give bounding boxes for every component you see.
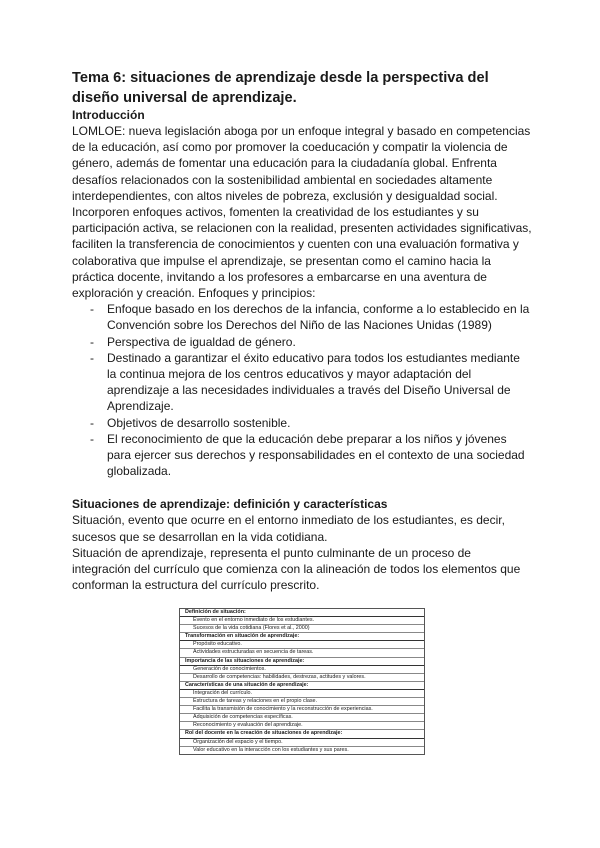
list-item [72, 301, 532, 333]
table-row: Estructura de tareas y relaciones en el propio clase. [180, 698, 424, 706]
table-section-heading: Características de una situación de aprendizaje: [180, 682, 424, 690]
table-row: Facilita la transmisión de conocimiento y la reconstrucción de experiencias. [180, 706, 424, 714]
table-section-heading: Importancia de las situaciones de aprendizaje: [180, 658, 424, 666]
list-item [72, 350, 532, 415]
table-row: Evento en el entorno inmediato de los estudiantes. [180, 617, 424, 625]
list-item-text: Perspectiva de igualdad de género. [107, 334, 296, 349]
list-item-text: Objetivos de desarrollo sostenible. [107, 415, 291, 430]
bullet-dash: - [90, 431, 94, 446]
list-item-text: El reconocimiento de que la educación debe preparar a los niños y jóvenes para ejercer sus derechos y responsabilidades en el contexto de una sociedad globalizada. [107, 431, 525, 479]
table-row: Integración del currículo. [180, 690, 424, 698]
list-item-text: Enfoque basado en los derechos de la infancia, conforme a lo establecido en la Convención sobre los Derechos del Niño de las Naciones Unidas (1989) [107, 302, 530, 333]
table-section-heading: Rol del docente en la creación de situaciones de aprendizaje: [180, 730, 424, 738]
bullet-dash: - [90, 350, 94, 365]
bullet-dash: - [90, 334, 94, 349]
section-spacer [72, 479, 532, 497]
document-page [72, 68, 532, 593]
list-item [72, 431, 532, 480]
table-row: Desarrollo de competencias: habilidades, destrezas, actitudes y valores. [180, 674, 424, 682]
table-row: Generación de conocimientos. [180, 666, 424, 674]
table-row: Propósito educativo. [180, 641, 424, 649]
list-item-text: Destinado a garantizar el éxito educativo para todos los estudiantes mediante la continua mejora de los centros educativos y mayor adaptación del aprendizaje a las necesidades individuales a través del Diseño Universal de Aprendizaje. [107, 350, 520, 414]
situations-heading: Situaciones de aprendizaje: definición y características [72, 497, 388, 512]
table-section-heading: Definición de situación: [180, 609, 424, 617]
intro-heading: Introducción [72, 108, 145, 122]
list-item [72, 415, 532, 431]
table-row: Adquisición de competencias específicas. [180, 714, 424, 722]
intro-paragraph-1: LOMLOE: nueva legislación aboga por un enfoque integral y basado en competencias de la educación, así como por promover la coeducación y compatir la violencia de género, además de fomentar una educación para la ciudadanía global. Enfrenta desafíos relacionados con la sostenibilidad ambiental en sociedades altamente interdependientes, con altos niveles de pobreza, exclusión y desigualdad social. [72, 124, 531, 203]
summary-table [179, 608, 425, 755]
bullet-dash: - [90, 302, 94, 317]
table-row: Sucesos de la vida cotidiana (Flores et al., 2000) [180, 625, 424, 633]
table-row: Organización del espacio y el tiempo. [180, 739, 424, 747]
table-row: Actividades estructuradas en secuencia de tareas. [180, 649, 424, 657]
table-section-heading: Transformación en situación de aprendizaje: [180, 633, 424, 641]
bullet-dash: - [90, 415, 94, 430]
situations-paragraph-1: Situación, evento que ocurre en el entorno inmediato de los estudiantes, es decir, sucesos que se desarrollan en la vida cotidiana. [72, 513, 505, 544]
list-item [72, 334, 532, 350]
table-row: Valor educativo en la interacción con los estudiantes y sus pares. [193, 746, 349, 753]
page-title: Tema 6: situaciones de aprendizaje desde la perspectiva del diseño universal de aprendizaje. [72, 70, 489, 106]
situations-paragraph-2: Situación de aprendizaje, representa el punto culminante de un proceso de integración del currículo que comienza con la alineación de todos los elementos que conforman la estructura del currículo prescrito. [72, 545, 521, 593]
principles-list [72, 301, 532, 479]
intro-paragraph-2: Incorporen enfoques activos, fomenten la creatividad de los estudiantes y su participación activa, se relacionen con la realidad, presenten actividades significativas, faciliten la transferencia de conocimientos y cuenten con una evaluación formativa y colaborativa que impulse el aprendizaje, se presentan como el camino hacia la práctica docente, invitando a los profesores a embarcarse en una aventura de exploración y creación. Enfoques y principios: [72, 205, 532, 301]
table-row: Reconocimiento y evaluación del aprendizaje. [180, 722, 424, 730]
